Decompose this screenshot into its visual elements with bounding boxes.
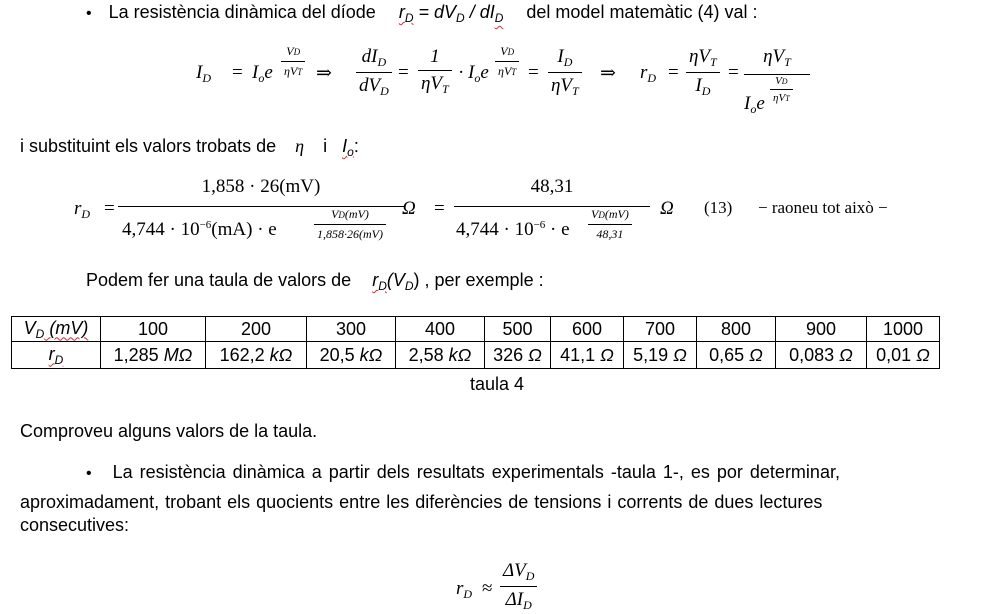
table-cell-voltage: 900 <box>776 317 867 342</box>
table-header-resistance: $r_D$ <box>12 342 101 369</box>
table-cell-resistance: 20,5 kΩ <box>307 342 396 369</box>
table-caption: taula 4 <box>470 374 525 394</box>
table-row-resistance <box>12 342 940 369</box>
rd-derivative-formula: $r_D = dV_D / dI_D$ <box>398 2 504 25</box>
equation-13: $r_D$ = 1,858 · 26(mV) $4,744 \cdot 10^{-6}(mA) \cdot e$ $\frac{VD(mV)}{1,858\cdot 26(mV)}$ Ω = 48,31 $4,744 \cdot 10^{-6} \cdot e$ $\frac{VD(mV)}{48,31}$ Ω (13) − raoneu tot això − <box>74 176 888 241</box>
table-cell-voltage: 400 <box>396 317 485 342</box>
equation-rd-approx: $r_D$ ≈ $\Delta V_D$ $\Delta I_D$ <box>456 558 556 614</box>
table-header-voltage: $V_D$ (mV) <box>12 317 101 342</box>
bullet2-line1: La resistència dinàmica a partir dels resultats experimentals -taula 1-, es por determinar, <box>112 462 840 482</box>
bullet-line-2 <box>86 462 840 483</box>
table-cell-voltage: 100 <box>101 317 206 342</box>
table-cell-voltage: 200 <box>206 317 307 342</box>
substitution-line: i substituint els valors trobats de η i $I_o$: <box>20 136 359 159</box>
table-cell-resistance: 1,285 MΩ <box>101 342 206 369</box>
equation-note: − raoneu tot això − <box>758 198 888 217</box>
table-cell-resistance: 162,2 kΩ <box>206 342 307 369</box>
table-cell-resistance: 0,65 Ω <box>697 342 776 369</box>
table-intro-line: Podem fer una taula de valors de $r_D(V_D)$ , per exemple : <box>86 270 544 293</box>
table-cell-resistance: 326 Ω <box>485 342 551 369</box>
table-row-voltage <box>12 317 940 342</box>
table-cell-resistance: 41,1 Ω <box>551 342 624 369</box>
table-cell-voltage: 1000 <box>867 317 940 342</box>
table-cell-voltage: 300 <box>307 317 396 342</box>
bullet2-line2: aproximadament, trobant els quocients entre les diferències de tensions i corrents de dues lectures <box>20 492 823 512</box>
bullet2-line3: consecutives: <box>20 515 130 535</box>
bullet-line-1 <box>86 2 757 25</box>
table-cell-resistance: 0,01 Ω <box>867 342 940 369</box>
table-cell-voltage: 500 <box>485 317 551 342</box>
bullet1-post: del model matemàtic (4) val : <box>526 2 758 22</box>
check-text: Comproveu alguns valors de la taula. <box>20 421 318 441</box>
table-cell-voltage: 700 <box>624 317 697 342</box>
table-cell-voltage: 800 <box>697 317 776 342</box>
bullet-marker: • <box>86 5 92 22</box>
table-cell-resistance: 0,083 Ω <box>776 342 867 369</box>
bullet-marker: • <box>86 465 92 482</box>
table-cell-resistance: 2,58 kΩ <box>396 342 485 369</box>
table-cell-resistance: 5,19 Ω <box>624 342 697 369</box>
bullet1-text: La resistència dinàmica del díode <box>108 2 376 22</box>
table-cell-voltage: 600 <box>551 317 624 342</box>
equation-number: (13) <box>704 198 733 217</box>
values-table <box>11 316 940 369</box>
